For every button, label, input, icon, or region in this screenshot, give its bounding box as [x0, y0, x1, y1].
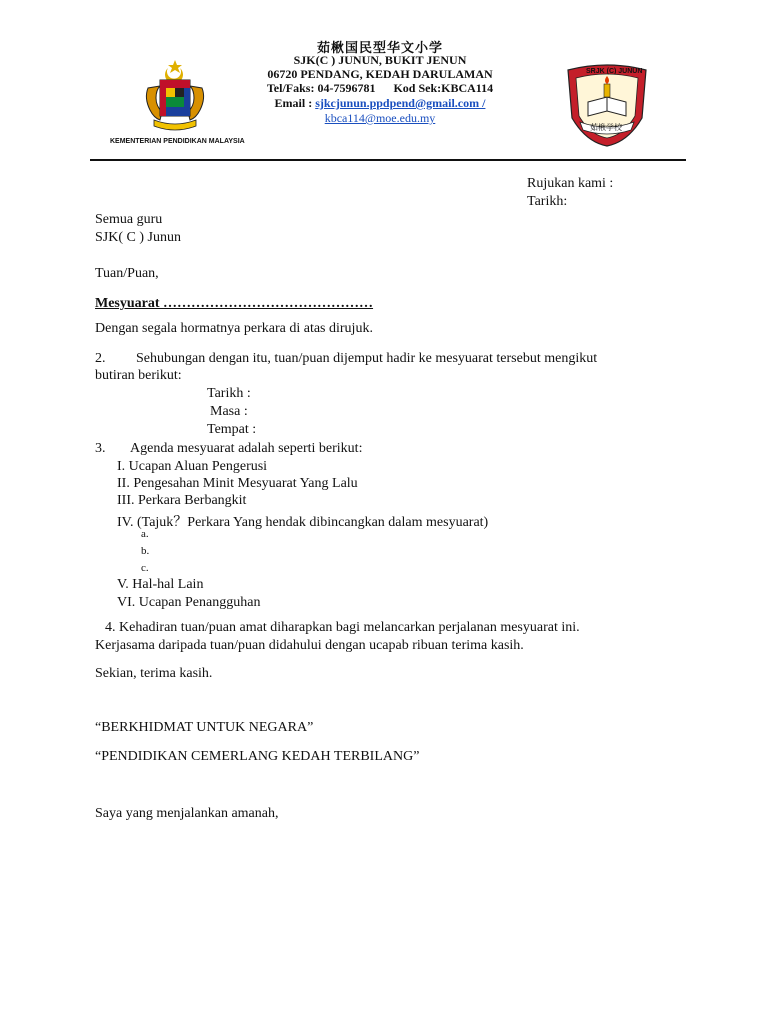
- school-code: Kod Sek:KBCA114: [393, 81, 494, 95]
- intro-paragraph: Dengan segala hormatnya perkara di atas dirujuk.: [95, 321, 373, 336]
- motto-2: “PENDIDIKAN CEMERLANG KEDAH TERBILANG”: [95, 749, 420, 764]
- para-3-number: 3.: [95, 441, 106, 456]
- para-4-line-1: 4. Kehadiran tuan/puan amat diharapkan bagi melancarkan perjalanan mesyuarat ini.: [105, 620, 580, 635]
- para-4-line-2: Kerjasama daripada tuan/puan didahului dengan ucapab ribuan terima kasih.: [95, 638, 524, 653]
- school-chinese-name: 茹楸国民型华文小学: [316, 40, 443, 55]
- school-name: SJK(C ) JUNUN, BUKIT JENUN: [293, 53, 467, 67]
- sign-off: Saya yang menjalankan amanah,: [95, 806, 279, 821]
- para-2-number: 2.: [95, 351, 106, 366]
- school-crest-logo: [562, 64, 652, 148]
- recipient-line-1: Semua guru: [95, 212, 163, 227]
- agenda-item: V. Hal-hal Lain: [117, 577, 204, 592]
- reference-tarikh: Tarikh:: [527, 194, 568, 209]
- para-2-line-2: butiran berikut:: [95, 368, 182, 383]
- email-link-1[interactable]: sjkcjunun.ppdpend@gmail.com /: [315, 96, 486, 110]
- email-link-2[interactable]: kbca114@moe.edu.my: [324, 111, 436, 125]
- para-3-text: Agenda mesyuarat adalah seperti berikut:: [130, 441, 363, 456]
- motto-1: “BERKHIDMAT UNTUK NEGARA”: [95, 720, 314, 735]
- school-crest-text: SRJK (C) JUNUN: [586, 68, 643, 75]
- closing-line: Sekian, terima kasih.: [95, 666, 213, 681]
- agenda-sub-item: a.: [141, 528, 149, 540]
- email-label: Email :: [274, 96, 313, 110]
- recipient-line-2: SJK( C ) Junun: [95, 230, 181, 245]
- salutation: Tuan/Puan,: [95, 266, 159, 281]
- school-address: 06720 PENDANG, KEDAH DARULAMAN: [267, 67, 493, 81]
- subject-line: Mesyuarat ………………………………………: [95, 296, 374, 311]
- email-line-1: [230, 96, 530, 111]
- email-line-2: [230, 111, 530, 126]
- para-2-line-1: Sehubungan dengan itu, tuan/puan dijemput hadir ke mesyuarat tersebut mengikut: [136, 351, 598, 366]
- school-crest-chinese: 茹楸学校: [590, 123, 622, 132]
- reference-rujukan: Rujukan kami :: [527, 176, 614, 191]
- ministry-name: KEMENTERIAN PENDIDIKAN MALAYSIA: [110, 138, 245, 145]
- coat-of-arms-logo: [140, 58, 210, 134]
- detail-masa: Masa :: [210, 404, 248, 419]
- agenda-sub-item: b.: [141, 545, 150, 557]
- detail-tarikh: Tarikh :: [207, 386, 251, 401]
- agenda-item: I. Ucapan Aluan Pengerusi: [117, 459, 268, 474]
- agenda-item: II. Pengesahan Minit Mesyuarat Yang Lalu: [117, 476, 358, 491]
- tel-fax: Tel/Faks: 04-7596781: [266, 81, 376, 95]
- agenda-sub-item: c.: [141, 562, 149, 574]
- detail-tempat: Tempat :: [207, 422, 257, 437]
- agenda-item: III. Perkara Berbangkit: [117, 493, 247, 508]
- school-contact: [230, 81, 530, 96]
- agenda-item: IV. (Tajuk？Perkara Yang hendak dibincangkan dalam mesyuarat): [117, 515, 489, 530]
- header-divider: [90, 159, 686, 161]
- agenda-item: VI. Ucapan Penangguhan: [117, 595, 261, 610]
